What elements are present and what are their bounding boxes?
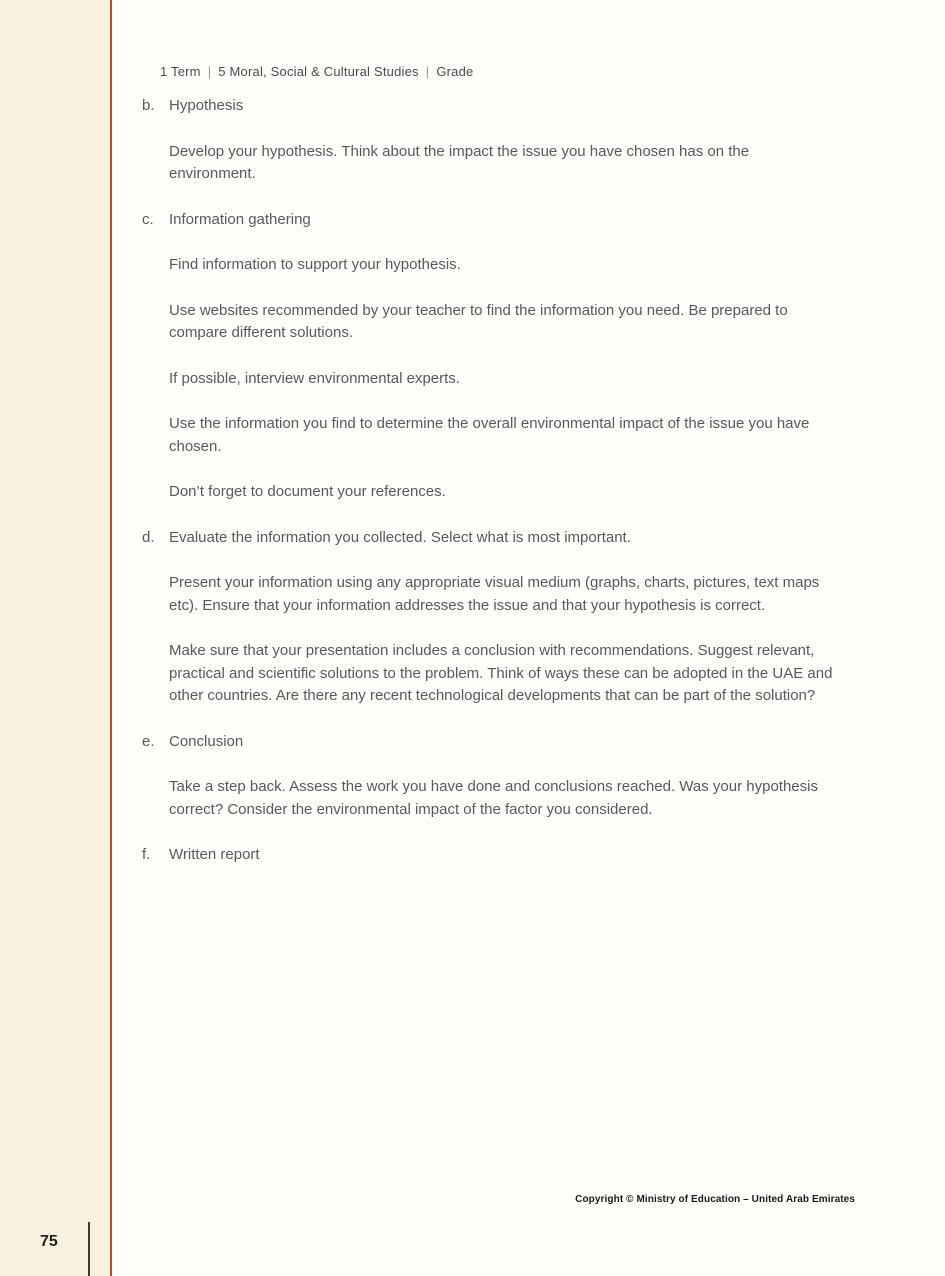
page-content <box>142 64 855 890</box>
paragraph: Present your information using any appropriate visual medium (graphs, charts, pictures, text maps etc). Ensure that your information addresses the issue and that your hypothesis is correct. <box>169 574 820 614</box>
section-letter: b. <box>142 97 155 114</box>
paragraph: Use the information you find to determine the overall environmental impact of the issue you have chosen. <box>169 415 810 455</box>
section-title: Information gathering <box>169 210 311 228</box>
paragraph: Find information to support your hypothesis. <box>169 256 461 273</box>
section-title: Evaluate the information you collected. Select what is most important. <box>169 528 631 546</box>
header-subject: 5 Moral, Social & Cultural Studies <box>218 64 419 79</box>
page-header <box>142 64 855 80</box>
paragraph: Make sure that your presentation includes a conclusion with recommendations. Suggest relevant, practical and scientific solutions to the problem. Think of ways these can be adopted in the UAE and other countries. Are there any recent technological developments that can be part of the solution? <box>169 642 833 704</box>
section-title: Hypothesis <box>169 97 244 114</box>
section-title: Conclusion <box>169 732 244 750</box>
section-conclusion <box>142 731 855 845</box>
section-letter: d. <box>142 528 155 546</box>
paragraph: Use websites recommended by your teacher to find the information you need. Be prepared to compare different solutions. <box>169 301 788 341</box>
page-number: 75 <box>40 1233 58 1250</box>
paragraph: Take a step back. Assess the work you have done and conclusions reached. Was your hypothesis correct? Consider the environmental impact of the factor you considered. <box>169 778 818 818</box>
page-margin <box>0 0 110 1276</box>
paragraph: Don’t forget to document your references. <box>169 483 446 500</box>
section-written-report <box>142 844 855 890</box>
section-letter: c. <box>142 210 154 228</box>
header-term: 1 Term <box>160 64 201 79</box>
copyright-notice: Copyright © Ministry of Education – United Arab Emirates <box>575 1194 855 1205</box>
paragraph: Develop your hypothesis. Think about the impact the issue you have chosen has on the environment. <box>169 142 750 182</box>
header-separator: | <box>425 64 430 79</box>
header-grade: Grade <box>436 64 474 79</box>
page-number-rule <box>88 1222 90 1276</box>
margin-rule <box>110 0 112 1276</box>
paragraph: If possible, interview environmental experts. <box>169 369 460 387</box>
header-separator: | <box>207 64 212 79</box>
section-hypothesis <box>142 95 855 209</box>
section-title: Written report <box>169 846 260 863</box>
section-information-gathering <box>142 209 855 527</box>
section-letter: f. <box>142 846 151 863</box>
section-evaluate <box>142 527 855 731</box>
section-letter: e. <box>142 732 155 750</box>
